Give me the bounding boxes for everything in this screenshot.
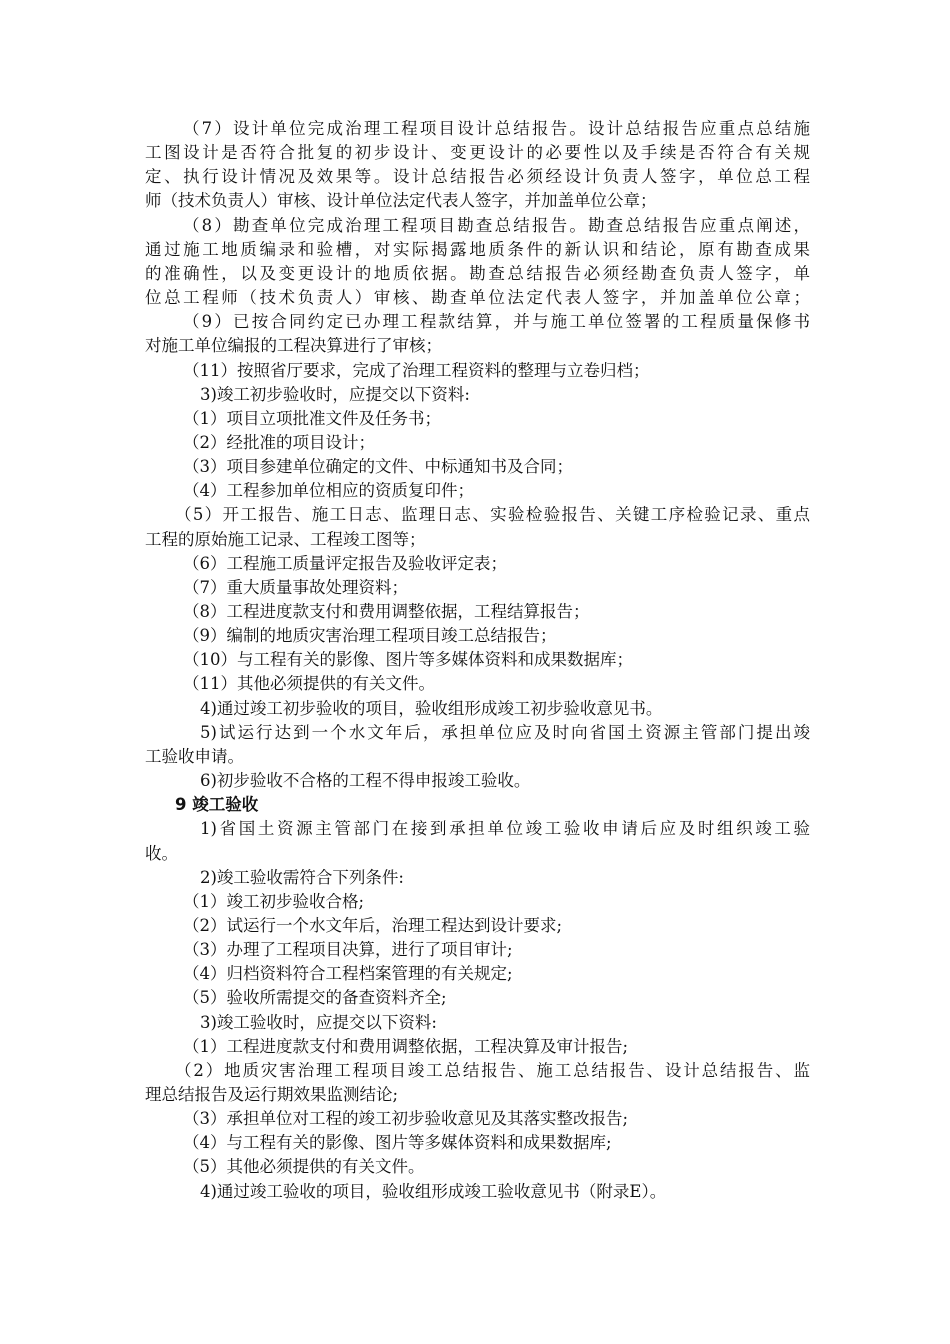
text-line: 3)竣工验收时，应提交以下资料: [200, 1012, 437, 1032]
text-line: 1)省国土资源主管部门在接到承担单位竣工验收申请后应及时组织竣工验 [200, 819, 810, 839]
text-line: （10）与工程有关的影像、图片等多媒体资料和成果数据库； [183, 650, 633, 670]
text-line: （2）试运行一个水文年后，治理工程达到设计要求; [183, 915, 563, 935]
text-line: （3）办理了工程项目决算，进行了项目审计; [183, 940, 513, 960]
text-line: 3)竣工初步验收时，应提交以下资料: [200, 384, 470, 404]
text-line: （6）工程施工质量评定报告及验收评定表； [183, 553, 507, 573]
text-line: （4）工程参加单位相应的资质复印件； [183, 481, 474, 501]
text-line: （2）地质灾害治理工程项目竣工总结报告、施工总结报告、设计总结报告、监 [175, 1060, 810, 1080]
text-line: 工验收申请。 [145, 746, 244, 766]
text-line: （4）归档资料符合工程档案管理的有关规定; [183, 964, 513, 984]
text-line: 对施工单位编报的工程决算进行了审核； [145, 336, 442, 356]
text-line: （2）经批准的项目设计； [183, 432, 375, 452]
text-line: 4)通过竣工验收的项目，验收组形成竣工验收意见书（附录E）。 [200, 1181, 667, 1201]
section-heading: 9 竣工验收 [175, 795, 259, 815]
text-line: 师（技术负责人）审核、设计单位法定代表人签字，并加盖单位公章； [145, 191, 657, 211]
text-line: 的准确性，以及变更设计的地质依据。勘查总结报告必须经勘查负责人签字，单 [145, 263, 810, 283]
text-line: 工程的原始施工记录、工程竣工图等； [145, 529, 426, 549]
text-line: 通过施工地质编录和验槽，对实际揭露地质条件的新认识和结论，原有勘查成果 [145, 239, 810, 259]
text-line: （8）工程进度款支付和费用调整依据，工程结算报告； [183, 602, 590, 621]
text-line: 工图设计是否符合批复的初步设计、变更设计的必要性以及手续是否符合有关规 [145, 143, 810, 163]
text-line: 位总工程师（技术负责人）审核、勘查单位法定代表人签字，并加盖单位公章； [145, 288, 810, 308]
text-line: （9）编制的地质灾害治理工程项目竣工总结报告； [183, 626, 557, 646]
text-line: （8）勘查单位完成治理工程项目勘查总结报告。勘查总结报告应重点阐述， [183, 215, 810, 235]
text-line: （5）其他必须提供的有关文件。 [183, 1157, 425, 1177]
text-line: （11）其他必须提供的有关文件。 [183, 674, 435, 694]
text-line: 定、执行设计情况及效果等。设计总结报告必须经设计负责人签字，单位总工程 [145, 167, 810, 187]
text-line: 4)通过竣工初步验收的项目，验收组形成竣工初步验收意见书。 [200, 698, 663, 718]
text-line: （4）与工程有关的影像、图片等多媒体资料和成果数据库; [183, 1133, 612, 1153]
text-line: （5）验收所需提交的备查资料齐全; [183, 988, 447, 1008]
text-line: （9）已按合同约定已办理工程款结算，并与施工单位签署的工程质量保修书 [183, 312, 810, 332]
text-line: （1）项目立项批准文件及任务书； [183, 408, 441, 428]
text-line: （3）承担单位对工程的竣工初步验收意见及其落实整改报告; [183, 1109, 629, 1129]
text-line: （3）项目参建单位确定的文件、中标通知书及合同； [183, 457, 573, 477]
text-line: （11）按照省厅要求，完成了治理工程资料的整理与立卷归档； [183, 360, 650, 380]
text-line: （1）工程进度款支付和费用调整依据，工程决算及审计报告; [183, 1036, 629, 1056]
text-line: （1）竣工初步验收合格; [183, 891, 365, 911]
text-line: 6)初步验收不合格的工程不得申报竣工验收。 [200, 771, 531, 791]
text-line: 5)试运行达到一个水文年后，承担单位应及时向省国土资源主管部门提出竣 [200, 722, 810, 742]
text-line: 理总结报告及运行期效果监测结论; [145, 1085, 399, 1104]
text-line: （7）设计单位完成治理工程项目设计总结报告。设计总结报告应重点总结施 [183, 119, 810, 138]
text-line: （7）重大质量事故处理资料； [183, 577, 408, 597]
text-line: 2)竣工验收需符合下列条件: [200, 867, 404, 887]
text-line: （5）开工报告、施工日志、监理日志、实验检验报告、关键工序检验记录、重点 [175, 505, 810, 525]
text-line: 收。 [145, 843, 178, 863]
